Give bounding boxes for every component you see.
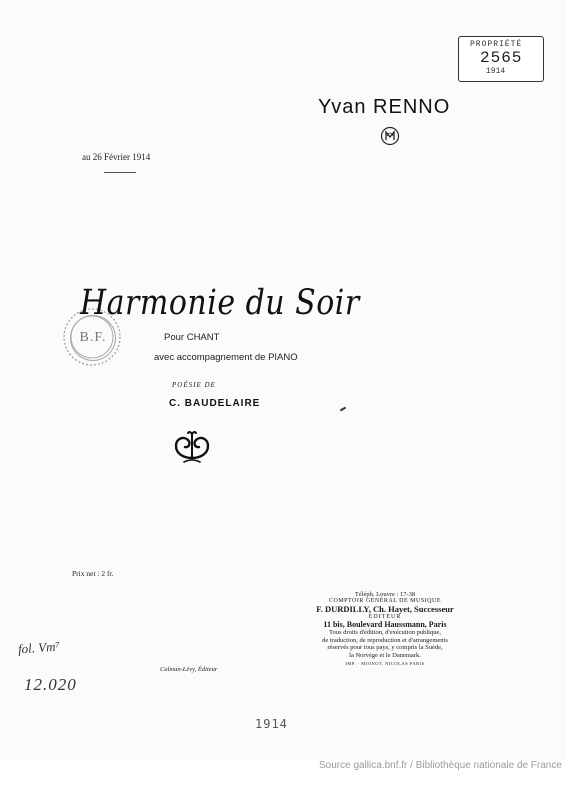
handwritten-number: 12.020 bbox=[24, 675, 77, 694]
piece-title: Harmonie du Soir bbox=[80, 283, 360, 324]
rights-line-1: Tous droits d'édition, d'exécution publique, bbox=[328, 629, 441, 636]
publisher-comptoir: COMPTOIR GÉNÉRAL DE MUSIQUE bbox=[328, 598, 441, 604]
fleuron-ornament-icon bbox=[170, 428, 214, 466]
library-stamp-top-text: PROPRIÉTÉ bbox=[470, 40, 523, 49]
accompaniment-line: avec accompagnement de PIANO bbox=[154, 352, 298, 363]
bnf-stamp-letters: B.F. bbox=[70, 315, 116, 361]
publisher-address: 11 bis, Boulevard Haussmann, Paris bbox=[323, 620, 447, 629]
rights-line-3: réservés pour tous pays, y compris la Suède, bbox=[327, 644, 443, 651]
price-line: Prix net : 2 fr. bbox=[72, 569, 114, 578]
handwritten-shelfmark: fol. Vm⁷ bbox=[17, 638, 61, 657]
monogram-icon bbox=[380, 126, 400, 146]
imprint-line: IMP. · MOINOT, NICOLAS PARIS bbox=[345, 661, 425, 666]
publisher-name: F. DURDILLY, Ch. Hayet, Successeur bbox=[316, 604, 454, 614]
calman-levy-note: Calman-Lévy, Éditeur bbox=[160, 666, 218, 673]
date-underline bbox=[104, 172, 136, 173]
ink-mark bbox=[340, 407, 346, 412]
dedication-date: au 26 Février 1914 bbox=[82, 152, 151, 162]
source-credit: Source gallica.bnf.fr / Bibliothèque nationale de France bbox=[319, 760, 562, 771]
composer-name: Yvan RENNO bbox=[318, 96, 451, 118]
year-stamp: 1914 bbox=[255, 717, 288, 731]
voice-line: Pour CHANT bbox=[164, 332, 220, 343]
poesie-label: POÉSIE DE bbox=[172, 381, 216, 389]
library-stamp-sub-text: 1914 bbox=[486, 67, 506, 76]
poet-name: C. BAUDELAIRE bbox=[169, 398, 261, 409]
rights-line-2: de traduction, de reproduction et d'arrangements bbox=[322, 636, 448, 644]
publisher-telephone: Téléph. Louvre : 17-38 bbox=[354, 591, 416, 598]
publisher-block bbox=[290, 591, 480, 666]
library-stamp-number: 2565 bbox=[480, 49, 523, 67]
rights-line-4: la Norvège et le Danemark. bbox=[349, 651, 421, 659]
publisher-editeur: ÉDITEUR bbox=[368, 614, 402, 620]
